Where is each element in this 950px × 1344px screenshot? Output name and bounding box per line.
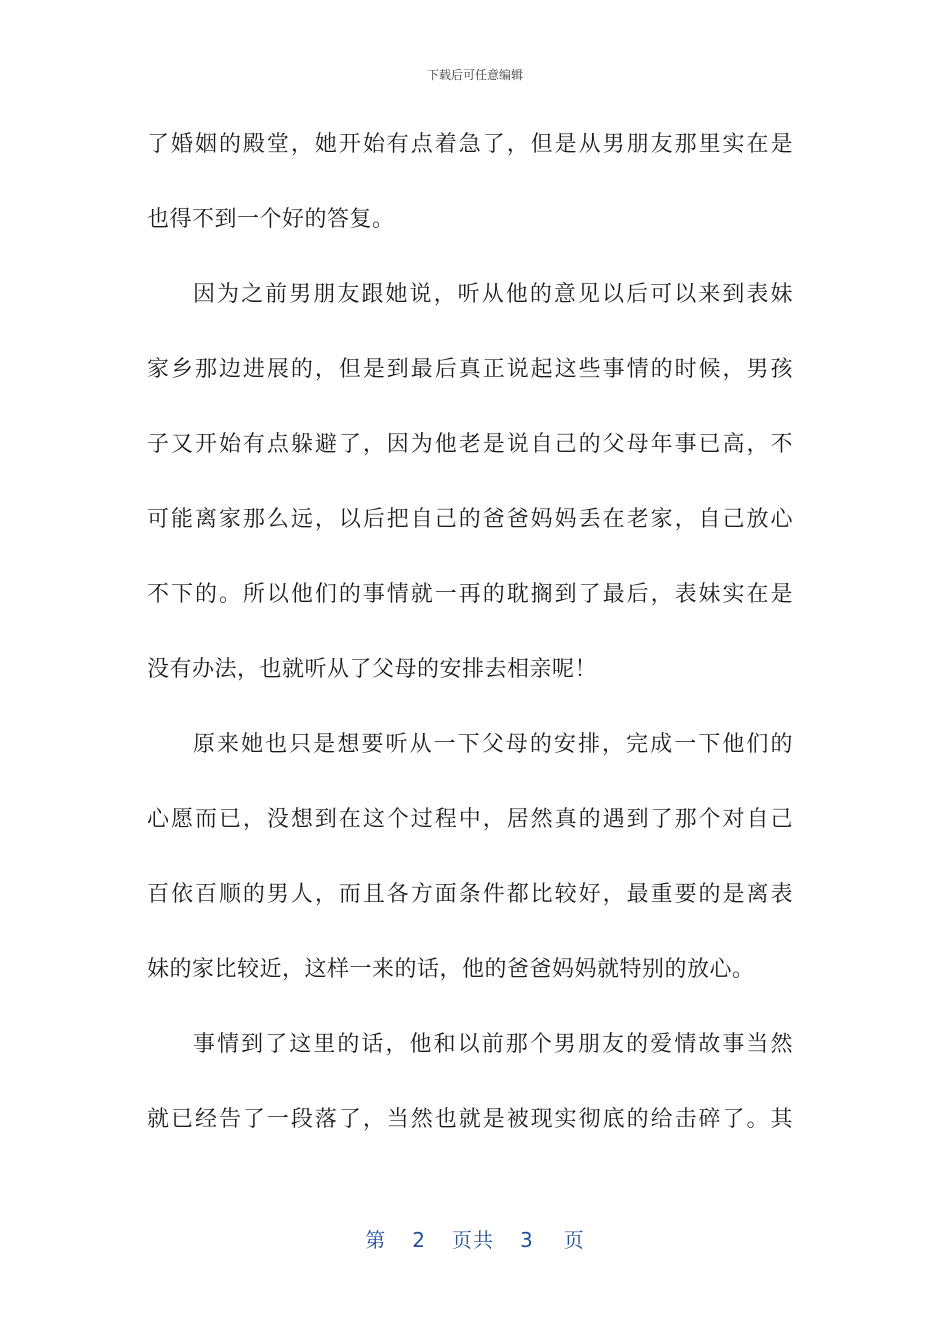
text-line: 原来她也只是想要听从一下父母的安排，完成一下他们的 bbox=[193, 732, 793, 757]
text-line: 妹的家比较近，这样一来的话，他的爸爸妈妈就特别的放心。 bbox=[147, 957, 755, 982]
page-footer bbox=[0, 1224, 950, 1253]
header-text: 下载后可任意编辑 bbox=[426, 68, 523, 82]
text-line: 没有办法，也就听从了父母的安排去相亲呢！ bbox=[147, 657, 598, 682]
paragraph bbox=[147, 707, 793, 1007]
footer-prefix: 第 bbox=[365, 1228, 387, 1252]
text-line: 不下的。所以他们的事情就一再的耽搁到了最后，表妹实在是 bbox=[147, 582, 793, 607]
text-line: 就已经告了一段落了，当然也就是被现实彻底的给击碎了。其 bbox=[147, 1107, 793, 1132]
text-line: 百依百顺的男人，而且各方面条件都比较好，最重要的是离表 bbox=[147, 882, 793, 907]
paragraph bbox=[147, 257, 793, 707]
total-page-count: 3 bbox=[520, 1228, 534, 1252]
paragraph bbox=[147, 107, 793, 257]
text-line: 心愿而已，没想到在这个过程中，居然真的遇到了那个对自己 bbox=[147, 807, 793, 832]
text-line: 事情到了这里的话，他和以前那个男朋友的爱情故事当然 bbox=[193, 1032, 793, 1057]
paragraph bbox=[147, 1007, 793, 1157]
text-line: 了婚姻的殿堂，她开始有点着急了，但是从男朋友那里实在是 bbox=[147, 132, 793, 157]
text-line: 可能离家那么远，以后把自己的爸爸妈妈丢在老家，自己放心 bbox=[147, 507, 793, 532]
document-body bbox=[147, 107, 793, 1157]
text-line: 因为之前男朋友跟她说，听从他的意见以后可以来到表妹 bbox=[193, 282, 793, 307]
footer-middle: 页共 bbox=[452, 1228, 494, 1252]
page-header bbox=[0, 66, 950, 83]
current-page-number: 2 bbox=[412, 1228, 426, 1252]
footer-suffix: 页 bbox=[563, 1228, 585, 1252]
text-line: 家乡那边进展的，但是到最后真正说起这些事情的时候，男孩 bbox=[147, 357, 793, 382]
text-line: 子又开始有点躲避了，因为他老是说自己的父母年事已高，不 bbox=[147, 432, 793, 457]
text-line: 也得不到一个好的答复。 bbox=[147, 207, 395, 232]
